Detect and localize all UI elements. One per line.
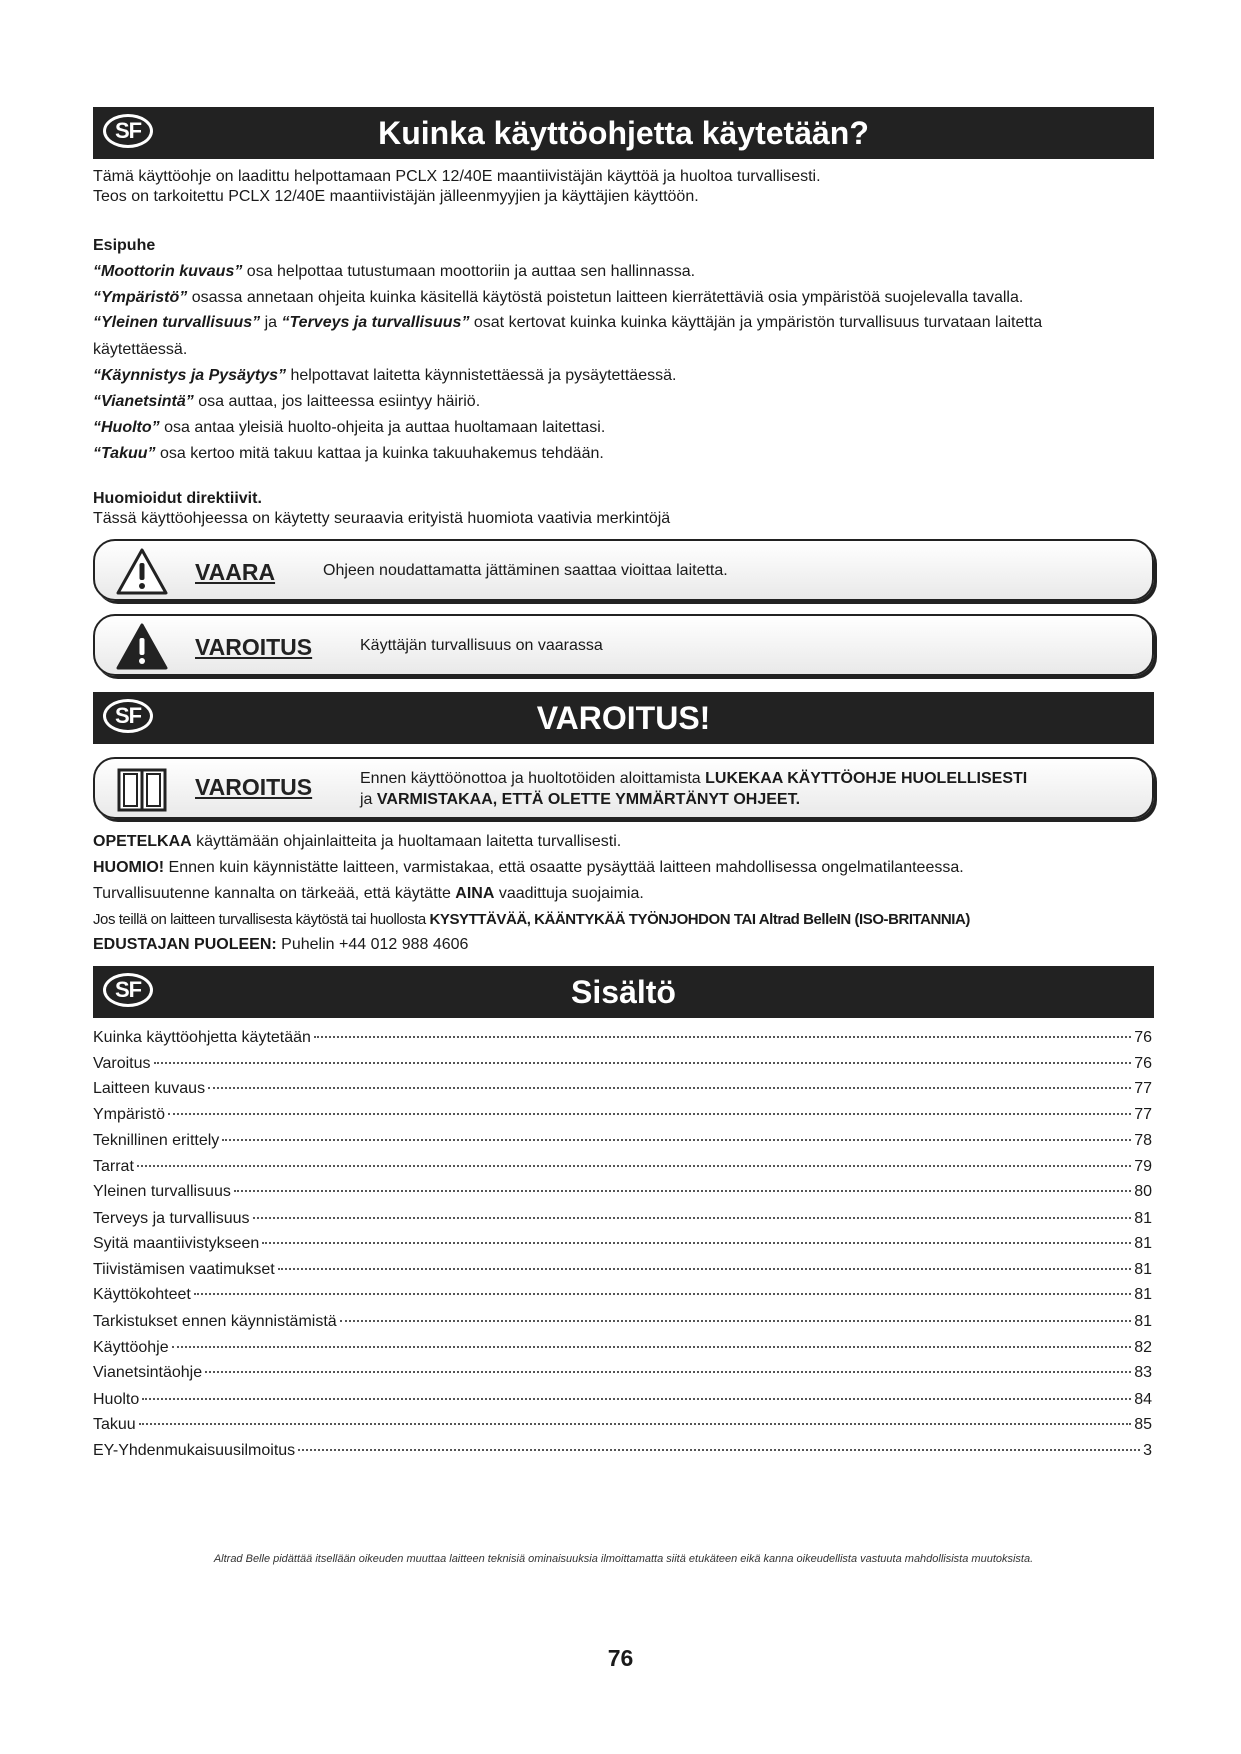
toc-entry[interactable]	[93, 1391, 1152, 1411]
toc-entry[interactable]	[93, 1416, 1152, 1436]
toc-page: 77	[1134, 1080, 1152, 1097]
toc-label: Tarrat	[93, 1158, 134, 1175]
toc-label: Käyttöohje	[93, 1339, 169, 1356]
toc-page: 81	[1134, 1286, 1152, 1303]
intro-line-2: Teos on tarkoitettu PCLX 12/40E maantiivistäjän jälleenmyyjien ja käyttäjien käyttöön.	[93, 188, 699, 205]
toc-entry[interactable]	[93, 1364, 1152, 1384]
preface-keyword: “Moottorin kuvaus”	[93, 263, 243, 280]
safety-emphasis: KYSYTTÄVÄÄ, KÄÄNTYKÄÄ TYÖNJOHDON TAI Altrad BelleIN (ISO-BRITANNIA)	[429, 911, 970, 928]
vaara-label: VAARA	[195, 559, 276, 585]
safety-line-1	[93, 832, 621, 851]
toc-entry[interactable]	[93, 1080, 1152, 1100]
preface-text: ja	[260, 314, 282, 331]
toc-leader-dots	[278, 1268, 1132, 1270]
footnote-disclaimer: Altrad Belle pidättää itsellään oikeuden muuttaa laitteen teknisiä ominaisuuksia ilmoittamatta siitä etukäteen eikä kanna oikeudellista vastuuta mahdollisista muutoksista.	[213, 1553, 1034, 1565]
toc-page: 81	[1134, 1261, 1152, 1278]
varoitus-label: VAROITUS	[195, 634, 313, 660]
toc-label: Tarkistukset ennen käynnistämistä	[93, 1313, 337, 1330]
toc-leader-dots	[137, 1165, 1131, 1167]
toc-entry[interactable]	[93, 1261, 1152, 1281]
toc-entry[interactable]	[93, 1158, 1152, 1178]
section-title: Sisältö	[571, 974, 676, 1010]
preface-keyword: “Huolto”	[93, 419, 160, 436]
toc-leader-dots	[253, 1217, 1132, 1219]
preface-item-continuation: käytettäessä.	[93, 341, 188, 358]
preface-item	[93, 418, 605, 437]
safety-text: käyttämään ohjainlaitteita ja huoltamaan laitetta turvallisesti.	[191, 833, 622, 850]
preface-text: osa helpottaa tutustumaan moottoriin ja auttaa sen hallinnassa.	[242, 263, 696, 280]
toc-label: Teknillinen erittely	[93, 1132, 220, 1149]
vaara-text: Ohjeen noudattamatta jättäminen saattaa vioittaa laitetta.	[323, 562, 728, 579]
manual-book-icon	[115, 765, 169, 815]
toc-entry[interactable]	[93, 1313, 1152, 1333]
toc-leader-dots	[222, 1139, 1131, 1141]
preface-text: osa kertoo mitä takuu kattaa ja kuinka takuuhakemus tehdään.	[155, 445, 604, 462]
toc-leader-dots	[139, 1423, 1132, 1425]
directives-heading: Huomioidut direktiivit.	[93, 490, 262, 507]
manual-emphasis: VARMISTAKAA, ETTÄ OLETTE YMMÄRTÄNYT OHJEET.	[376, 791, 801, 808]
toc-page: 76	[1134, 1029, 1152, 1046]
varoitus-text: Käyttäjän turvallisuus on vaarassa	[360, 637, 603, 654]
toc-page: 81	[1134, 1210, 1152, 1227]
toc-label: Syitä maantiivistykseen	[93, 1235, 260, 1252]
toc-leader-dots	[168, 1113, 1131, 1115]
preface-text: helpottavat laitetta käynnistettäessä ja pysäytettäessä.	[286, 367, 677, 384]
manual-label: VAROITUS	[195, 774, 313, 800]
preface-text: osassa annetaan ohjeita kuinka käsitellä käytöstä poistetun laitteen kierrätettäviä osia ympäristöä suojelevalla tavalla.	[187, 289, 1024, 306]
toc-leader-dots	[298, 1449, 1140, 1451]
safety-line-2	[93, 858, 964, 877]
section-banner-contents	[93, 966, 1154, 1018]
preface-text: osa antaa yleisiä huolto-ohjeita ja auttaa huoltamaan laitettasi.	[159, 419, 606, 436]
preface-keyword: “Ympäristö”	[93, 289, 188, 306]
table-of-contents	[93, 1029, 1152, 1469]
preface-item	[93, 288, 1023, 307]
section-banner-how-to-use	[93, 107, 1154, 159]
warning-outline-icon	[115, 547, 169, 597]
toc-entry[interactable]	[93, 1183, 1152, 1203]
toc-entry[interactable]	[93, 1339, 1152, 1359]
toc-page: 84	[1134, 1391, 1152, 1408]
toc-leader-dots	[172, 1346, 1132, 1348]
toc-entry[interactable]	[93, 1106, 1152, 1126]
safety-text: Turvallisuutenne kannalta on tärkeää, että käytätte	[93, 885, 456, 902]
varoitus-box	[93, 614, 1154, 676]
manual-text-line-2	[360, 789, 800, 810]
toc-label: Vianetsintäohje	[93, 1364, 203, 1381]
toc-label: Takuu	[93, 1416, 136, 1433]
preface-keyword: “Vianetsintä”	[93, 393, 194, 410]
safety-text: vaadittuja suojaimia.	[494, 885, 644, 902]
toc-entry[interactable]	[93, 1210, 1152, 1230]
sf-badge: SF	[103, 114, 153, 148]
toc-label: Laitteen kuvaus	[93, 1080, 206, 1097]
toc-page: 79	[1134, 1158, 1152, 1175]
toc-entry[interactable]	[93, 1055, 1152, 1075]
preface-item	[93, 262, 695, 281]
sf-badge: SF	[103, 699, 153, 733]
safety-emphasis: AINA	[455, 885, 495, 902]
toc-page: 3	[1143, 1442, 1152, 1459]
toc-page: 82	[1134, 1339, 1152, 1356]
section-banner-warning	[93, 692, 1154, 744]
manual-text-line-1	[360, 768, 1027, 789]
preface-item	[93, 313, 1042, 332]
page-number: 76	[607, 1645, 634, 1671]
toc-page: 80	[1134, 1183, 1152, 1200]
toc-leader-dots	[340, 1320, 1132, 1322]
toc-label: EY-Yhdenmukaisuusilmoitus	[93, 1442, 296, 1459]
toc-label: Käyttökohteet	[93, 1286, 191, 1303]
toc-entry[interactable]	[93, 1286, 1152, 1306]
toc-leader-dots	[208, 1087, 1131, 1089]
toc-page: 81	[1134, 1313, 1152, 1330]
toc-page: 81	[1134, 1235, 1152, 1252]
section-title: VAROITUS!	[536, 700, 711, 736]
toc-label: Terveys ja turvallisuus	[93, 1210, 250, 1227]
sf-badge: SF	[103, 973, 153, 1007]
preface-keyword: “Terveys ja turvallisuus”	[281, 314, 470, 331]
safety-emphasis: EDUSTAJAN PUOLEEN:	[93, 936, 277, 953]
manual-text: Ennen käyttöönottoa ja huoltotöiden aloittamista	[360, 770, 706, 787]
safety-emphasis: HUOMIO!	[93, 859, 165, 876]
toc-page: 83	[1134, 1364, 1152, 1381]
preface-item	[93, 444, 604, 463]
toc-page: 78	[1134, 1132, 1152, 1149]
toc-leader-dots	[262, 1242, 1131, 1244]
toc-leader-dots	[142, 1398, 1131, 1400]
toc-leader-dots	[194, 1293, 1131, 1295]
safety-text: Jos teillä on laitteen turvallisesta käytöstä tai huollosta	[93, 911, 430, 928]
toc-page: 77	[1134, 1106, 1152, 1123]
toc-page: 85	[1134, 1416, 1152, 1433]
intro-line-1: Tämä käyttöohje on laadittu helpottamaan PCLX 12/40E maantiivistäjän käyttöä ja huoltoa turvallisesti.	[93, 168, 821, 185]
toc-leader-dots	[314, 1036, 1131, 1038]
toc-entry[interactable]	[93, 1442, 1152, 1462]
toc-label: Yleinen turvallisuus	[93, 1183, 231, 1200]
safety-text: Ennen kuin käynnistätte laitteen, varmistakaa, että osaatte pysäyttää laitteen mahdollisessa ongelmatilanteessa.	[164, 859, 964, 876]
toc-entry[interactable]	[93, 1132, 1152, 1152]
safety-line-5	[93, 935, 468, 954]
toc-leader-dots	[154, 1062, 1132, 1064]
preface-item	[93, 392, 480, 411]
toc-label: Huolto	[93, 1391, 140, 1408]
toc-label: Varoitus	[93, 1055, 151, 1072]
preface-text: osat kertovat kuinka kuinka käyttäjän ja ympäristön turvallisuus turvataan laitetta	[469, 314, 1043, 331]
toc-entry[interactable]	[93, 1029, 1152, 1049]
vaara-box	[93, 539, 1154, 601]
toc-label: Tiivistämisen vaatimukset	[93, 1261, 275, 1278]
preface-heading: Esipuhe	[93, 237, 156, 254]
safety-line-4	[93, 910, 970, 929]
toc-leader-dots	[205, 1371, 1131, 1373]
manual-text: ja	[360, 791, 377, 808]
toc-label: Ympäristö	[93, 1106, 166, 1123]
read-manual-box	[93, 757, 1154, 819]
toc-leader-dots	[234, 1190, 1131, 1192]
warning-filled-icon	[115, 622, 169, 672]
directives-text: Tässä käyttöohjeessa on käytetty seuraavia erityistä huomiota vaativia merkintöjä	[93, 510, 671, 527]
toc-page: 76	[1134, 1055, 1152, 1072]
manual-emphasis: LUKEKAA KÄYTTÖOHJE HUOLELLISESTI	[705, 770, 1028, 787]
safety-text: Puhelin +44 012 988 4606	[276, 936, 469, 953]
safety-line-3	[93, 884, 644, 903]
preface-keyword: “Yleinen turvallisuus”	[93, 314, 261, 331]
preface-keyword: “Takuu”	[93, 445, 156, 462]
section-title: Kuinka käyttöohjetta käytetään?	[378, 115, 869, 151]
preface-item	[93, 366, 676, 385]
safety-emphasis: OPETELKAA	[93, 833, 192, 850]
toc-entry[interactable]	[93, 1235, 1152, 1255]
toc-label: Kuinka käyttöohjetta käytetään	[93, 1029, 311, 1046]
preface-text: osa auttaa, jos laitteessa esiintyy häiriö.	[193, 393, 481, 410]
preface-keyword: “Käynnistys ja Pysäytys”	[93, 367, 286, 384]
